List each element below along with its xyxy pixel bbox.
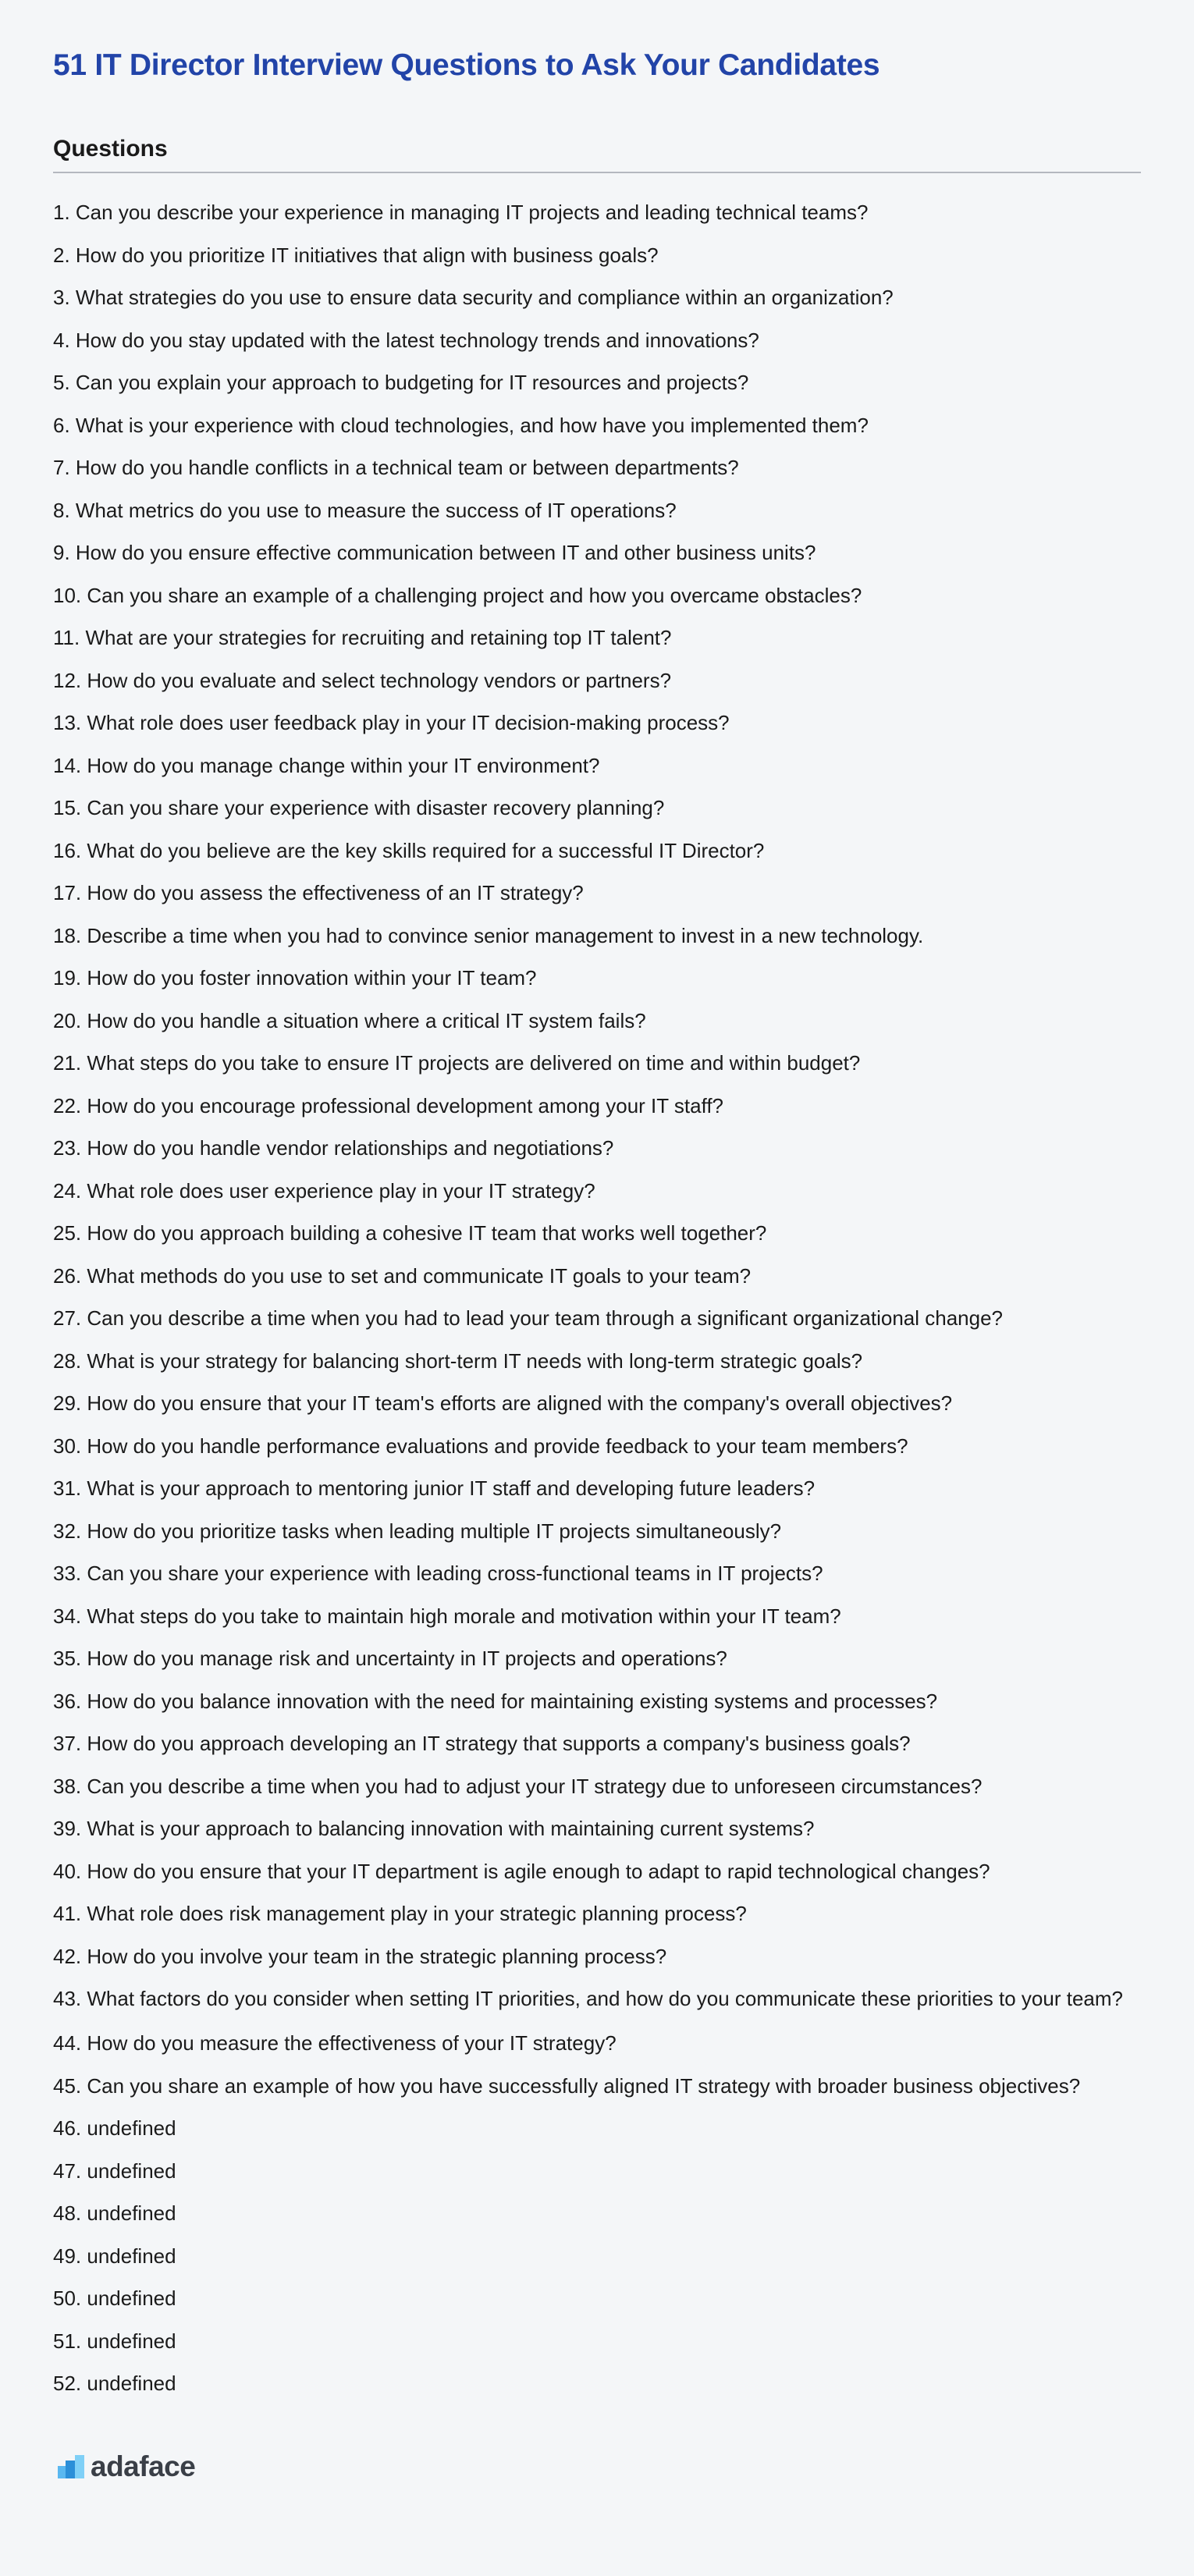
question-item: 47. undefined [53,2159,176,2183]
question-item: 27. Can you describe a time when you had to lead your team through a significant organizational change? [53,1306,1003,1330]
question-item: 51. undefined [53,2329,176,2353]
section-divider [53,172,1141,173]
question-item: 28. What is your strategy for balancing short-term IT needs with long-term strategic goals? [53,1348,863,1373]
question-item: 20. How do you handle a situation where a critical IT system fails? [53,1008,646,1032]
question-item: 5. Can you explain your approach to budgeting for IT resources and projects? [53,371,749,394]
question-item: 16. What do you believe are the key skills required for a successful IT Director? [53,838,765,862]
footer-logo[interactable] [58,2450,195,2483]
question-item: 35. How do you manage risk and uncertainty in IT projects and operations? [53,1647,727,1670]
question-item: 45. Can you share an example of how you have successfully aligned IT strategy with broader business objectives? [53,2073,1081,2098]
question-item: 19. How do you foster innovation within your IT team? [53,966,537,990]
question-item: 3. What strategies do you use to ensure data security and compliance within an organization? [53,286,894,309]
question-item: 41. What role does risk management play in your strategic planning process? [53,1902,747,1925]
question-list [53,201,1141,2415]
question-item: 40. How do you ensure that your IT department is agile enough to adapt to rapid technological changes? [53,1859,990,1883]
page-title: 51 IT Director Interview Questions to Ask Your Candidates [53,48,880,82]
question-item: 4. How do you stay updated with the latest technology trends and innovations? [53,328,759,352]
question-item: 15. Can you share your experience with disaster recovery planning? [53,796,665,819]
question-item: 46. undefined [53,2116,176,2140]
question-item: 48. undefined [53,2201,176,2225]
question-item: 26. What methods do you use to set and communicate IT goals to your team? [53,1263,752,1288]
question-item: 33. Can you share your experience with leading cross-functional teams in IT projects? [53,1562,823,1585]
question-item: 31. What is your approach to mentoring junior IT staff and developing future leaders? [53,1476,816,1500]
question-item: 38. Can you describe a time when you had to adjust your IT strategy due to unforeseen circumstances? [53,1774,983,1798]
adaface-logo-icon [58,2455,84,2478]
question-item: 7. How do you handle conflicts in a technical team or between departments? [53,456,739,479]
question-item: 29. How do you ensure that your IT team's efforts are aligned with the company's overall objectives? [53,1391,953,1415]
question-item: 22. How do you encourage professional development among your IT staff? [53,1093,724,1117]
question-item: 36. How do you balance innovation with the need for maintaining existing systems and processes? [53,1689,938,1713]
question-item: 42. How do you involve your team in the strategic planning process? [53,1944,667,1968]
question-item: 30. How do you handle performance evaluations and provide feedback to your team members? [53,1434,908,1458]
question-item: 50. undefined [53,2286,176,2310]
question-item: 44. How do you measure the effectiveness of your IT strategy? [53,2031,617,2055]
question-item: 52. undefined [53,2372,176,2395]
section-heading: Questions [53,136,168,162]
question-item: 12. How do you evaluate and select technology vendors or partners? [53,668,672,692]
question-item: 13. What role does user feedback play in your IT decision-making process? [53,711,730,734]
question-item: 23. How do you handle vendor relationships and negotiations? [53,1136,614,1160]
question-item: 49. undefined [53,2244,176,2268]
question-item: 14. How do you manage change within your IT environment? [53,753,600,777]
question-item: 37. How do you approach developing an IT strategy that supports a company's business goals? [53,1732,911,1755]
question-item: 8. What metrics do you use to measure the success of IT operations? [53,498,677,522]
question-item: 24. What role does user experience play in your IT strategy? [53,1178,595,1203]
question-item: 32. How do you prioritize tasks when leading multiple IT projects simultaneously? [53,1519,782,1543]
logo-text: adaface [91,2450,196,2482]
question-item: 17. How do you assess the effectiveness of an IT strategy? [53,881,584,904]
question-item: 18. Describe a time when you had to convince senior management to invest in a new technology. [53,923,924,947]
question-item: 2. How do you prioritize IT initiatives that align with business goals? [53,243,659,267]
question-item: 34. What steps do you take to maintain high morale and motivation within your IT team? [53,1604,841,1628]
question-item: 43. What factors do you consider when setting IT priorities, and how do you communicate these priorities to your team? [53,1987,1123,2010]
question-item: 6. What is your experience with cloud technologies, and how have you implemented them? [53,413,869,437]
question-item: 25. How do you approach building a cohesive IT team that works well together? [53,1221,767,1245]
question-item: 11. What are your strategies for recruiting and retaining top IT talent? [53,626,672,649]
question-item: 1. Can you describe your experience in managing IT projects and leading technical teams? [53,201,869,224]
question-item: 10. Can you share an example of a challenging project and how you overcame obstacles? [53,583,862,607]
question-item: 39. What is your approach to balancing innovation with maintaining current systems? [53,1817,815,1840]
question-item: 9. How do you ensure effective communication between IT and other business units? [53,541,816,564]
question-item: 21. What steps do you take to ensure IT projects are delivered on time and within budget? [53,1051,861,1075]
